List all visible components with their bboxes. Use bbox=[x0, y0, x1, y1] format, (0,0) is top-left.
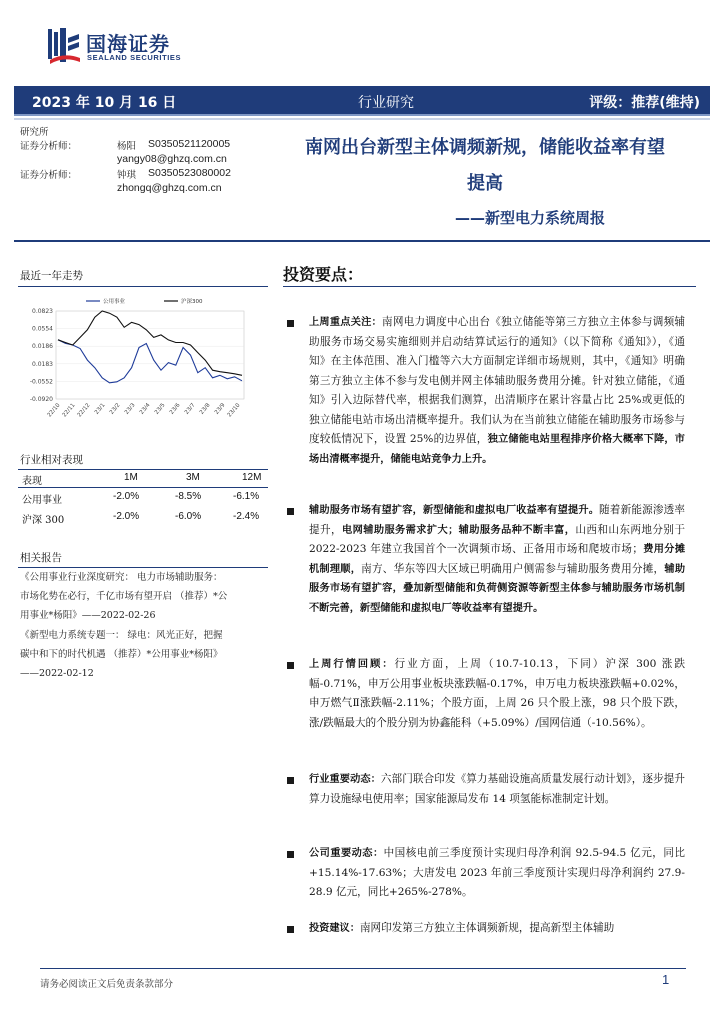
chart-y-tick-label: 0.0186 bbox=[32, 343, 53, 351]
invest-heading: 投资要点： bbox=[283, 265, 364, 284]
header-bar-shadow bbox=[14, 118, 710, 120]
logo-en-text: SEALAND SECURITIES bbox=[87, 53, 182, 62]
trend-heading-rule bbox=[18, 286, 268, 287]
chart-y-tick-label: 0.0823 bbox=[32, 308, 53, 315]
bullet-icon bbox=[287, 926, 294, 933]
page-number: 1 bbox=[662, 972, 670, 987]
invest-heading-rule bbox=[283, 286, 696, 287]
footer-disclaimer: 请务必阅读正文后免责条款部分 bbox=[40, 979, 174, 990]
footer-rule bbox=[40, 968, 686, 969]
report-title-line2: 提高 bbox=[467, 173, 503, 194]
related-report-1 bbox=[20, 568, 268, 625]
point-bold-text: 费用分摊机制理顺， bbox=[309, 544, 686, 575]
performance-header-row bbox=[20, 470, 266, 488]
perf-row-1m: -2.0% bbox=[113, 511, 140, 522]
analyst-license-2: S0350523080002 bbox=[148, 167, 231, 179]
chart-y-tick-label: 0.0554 bbox=[32, 325, 53, 333]
point-text: 中国核电前三季度预计实现归母净利润 92.5-94.5 亿元，同比+15.14%-17.63%；大唐发电 2023 年前三季度预计实现归母净利润约 27.9-28.9 亿元，同比+265%-278%。 bbox=[309, 847, 685, 898]
invest-point-recommendation bbox=[309, 919, 685, 939]
report-date: 2023 年 10 月 16 日 bbox=[32, 95, 177, 111]
invest-point-ancillary-market bbox=[309, 501, 685, 618]
invest-point-company-news bbox=[309, 844, 685, 903]
chart-y-tick-label: 0.0183 bbox=[32, 360, 53, 368]
series-line-hs300 bbox=[58, 311, 242, 375]
point-text: 南网电力调度中心出台《独立储能等第三方独立主体参与调频辅助服务市场交易实施细则并启动结算试运行的通知》（以下简称《通知》），《通知》在主体范围、准入门槛等六大方面制定详细市场规则，其中，《通知》明确第三方独立主体不参与发电侧并网主体辅助服务费用分摊。针对独立储能，《通知》引入边际替代率，根据我们测算，出清顺序在累计容量占比 25%或更低的独立储能电站市场出清概率提升。我们认为在当前独立储能在辅助服务市场参与度较低情况下，设置 25%的边界值， bbox=[309, 316, 686, 445]
analyst-role-1: 证券分析师： bbox=[20, 141, 78, 152]
related-report-2 bbox=[20, 626, 268, 683]
related-heading: 相关报告 bbox=[20, 552, 62, 564]
chart-x-tick-label: 22/10 bbox=[46, 402, 62, 419]
point-text: 随着新能源渗透率提升， bbox=[309, 504, 685, 536]
chart-y-tick-label: -0.0920 bbox=[29, 396, 53, 403]
point-label: 上周重点关注： bbox=[309, 317, 382, 328]
perf-row-1m: -2.0% bbox=[113, 491, 140, 502]
invest-point-weekly-focus bbox=[309, 313, 685, 469]
point-text: 六部门联合印发《算力基础设施高质量发展行动计划》，逐步提升算力设施绿电使用率；国家能源局发布 14 项氢能标准制定计划。 bbox=[309, 773, 686, 805]
analyst-email-1: yangy08@ghzq.com.cn bbox=[117, 153, 227, 165]
perf-row-name: 沪深 300 bbox=[22, 515, 65, 526]
analyst-email-2: zhongq@ghzq.com.cn bbox=[117, 182, 222, 194]
point-bold-text: 独立储能电站里程排序价格大概率下降，市场出清概率提升，储能电站竞争力上升。 bbox=[309, 434, 685, 465]
invest-point-industry-news bbox=[309, 770, 685, 809]
point-text: 行业方面，上周（10.7-10.13，下同）沪深 300 涨跌幅-0.71%，申万公用事业板块涨跌幅-0.17%，申万电力板块涨跌幅+0.02%，申万燃气Ⅱ涨跌幅-2.11%；个股方面，上周 26 只个股上涨，98 只个股下跌，涨/跌幅最大的个股分别为协鑫能科（+5.09%）/国网信通（-10.56%）。 bbox=[309, 658, 686, 729]
chart-x-tick-label: 23/8 bbox=[198, 402, 212, 416]
analyst-name-2: 钟琪 bbox=[117, 170, 137, 181]
related-report-line: 市场化势在必行，千亿市场有望开启 （推荐）*公 bbox=[20, 591, 228, 602]
related-report-line: 《公用事业行业深度研究： 电力市场辅助服务： bbox=[20, 572, 223, 583]
trend-heading: 最近一年走势 bbox=[20, 270, 83, 282]
point-bold-text: 电网辅助服务需求扩大；辅助服务品种不断丰富， bbox=[342, 524, 576, 536]
institute-label: 研究所 bbox=[20, 127, 49, 138]
section-divider bbox=[14, 240, 710, 242]
invest-point-market-review bbox=[309, 655, 685, 733]
analyst-license-1: S0350521120005 bbox=[148, 138, 231, 150]
related-report-line: ——2022-02-12 bbox=[20, 668, 94, 679]
perf-col-0: 表现 bbox=[22, 476, 42, 487]
chart-x-tick-label: 23/9 bbox=[213, 402, 227, 416]
performance-heading: 行业相对表现 bbox=[20, 454, 83, 466]
chart-x-tick-label: 23/7 bbox=[183, 402, 197, 416]
perf-col-1: 1M bbox=[124, 472, 138, 483]
bullet-icon bbox=[287, 777, 294, 784]
legend-label-hs300: 沪深300 bbox=[181, 299, 203, 305]
table-row bbox=[20, 489, 266, 507]
legend-label-utilities: 公用事业 bbox=[103, 299, 126, 305]
chart-grid bbox=[30, 308, 244, 418]
perf-col-3: 12M bbox=[242, 472, 262, 483]
chart-x-tick-label: 23/2 bbox=[108, 402, 122, 416]
logo-mark-icon bbox=[46, 26, 82, 64]
chart-lines bbox=[58, 311, 242, 383]
point-label: 行业重要动态： bbox=[309, 774, 381, 785]
report-title bbox=[280, 130, 690, 202]
logo-cn-text: 国海证券 bbox=[86, 32, 170, 56]
bullet-icon bbox=[287, 662, 294, 669]
related-report-line: 用事业*杨阳》——2022-02-26 bbox=[20, 610, 156, 621]
chart-x-tick-label: 23/6 bbox=[168, 402, 182, 416]
perf-row-name: 公用事业 bbox=[22, 495, 62, 506]
report-subtitle: ——新型电力系统周报 bbox=[454, 209, 605, 227]
report-title-line1: 南网出台新型主体调频新规，储能收益率有望 bbox=[305, 137, 665, 158]
table-row bbox=[20, 509, 266, 527]
perf-row-3m: -8.5% bbox=[175, 491, 202, 502]
report-category: 行业研究 bbox=[358, 95, 414, 111]
chart-x-tick-label: 23/1 bbox=[93, 402, 107, 416]
chart-x-tick-label: 22/11 bbox=[61, 402, 77, 419]
chart-x-tick-label: 23/5 bbox=[153, 402, 167, 416]
point-text: 山西和山东两地分别于 2022-2023 年建立我国首个一次调频市场、正备用市场和爬坡市场； bbox=[309, 523, 686, 555]
perf-row-3m: -6.0% bbox=[175, 511, 202, 522]
perf-row-12m: -6.1% bbox=[233, 491, 260, 502]
chart-x-tick-label: 23/4 bbox=[138, 402, 152, 416]
bullet-icon bbox=[287, 508, 294, 515]
bullet-icon bbox=[287, 851, 294, 858]
point-label: 辅助服务市场有望扩容，新型储能和虚拟电厂收益率有望提升。 bbox=[309, 505, 600, 516]
chart-legend bbox=[86, 297, 203, 305]
chart-x-tick-label: 23/10 bbox=[226, 402, 242, 419]
point-text: 南方、华东等四大区域已明确用户侧需参与辅助服务费用分摊， bbox=[361, 562, 665, 575]
performance-rule-mid bbox=[18, 487, 268, 488]
perf-col-2: 3M bbox=[186, 472, 200, 483]
related-report-line: 碳中和下的时代机遇 （推荐）*公用事业*杨阳》 bbox=[20, 649, 223, 660]
perf-row-12m: -2.4% bbox=[233, 511, 260, 522]
bullet-icon bbox=[287, 320, 294, 327]
company-logo bbox=[46, 26, 216, 66]
point-label: 投资建议： bbox=[309, 923, 360, 934]
point-label: 公司重要动态： bbox=[309, 848, 384, 859]
chart-x-tick-label: 23/3 bbox=[123, 402, 137, 416]
related-report-line: 《新型电力系统专题一： 绿电：风光正好，把握 bbox=[20, 630, 223, 641]
chart-x-tick-label: 22/12 bbox=[76, 402, 92, 419]
trend-chart bbox=[18, 295, 248, 435]
point-label: 上周行情回顾： bbox=[309, 659, 395, 670]
analyst-name-1: 杨阳 bbox=[117, 141, 137, 152]
chart-y-tick-label: -0.0552 bbox=[29, 378, 53, 386]
point-text: 南网印发第三方独立主体调频新规，提高新型主体辅助 bbox=[359, 922, 615, 934]
point-bold-text: 辅助服务市场有望扩容，叠加新型储能和负荷侧资源等新型主体参与辅助服务市场机制不断完善，新型储能和虚拟电厂等收益率有望提升。 bbox=[309, 563, 686, 614]
report-rating: 评级：推荐(维持) bbox=[589, 95, 700, 111]
analyst-role-2: 证券分析师： bbox=[20, 170, 78, 181]
